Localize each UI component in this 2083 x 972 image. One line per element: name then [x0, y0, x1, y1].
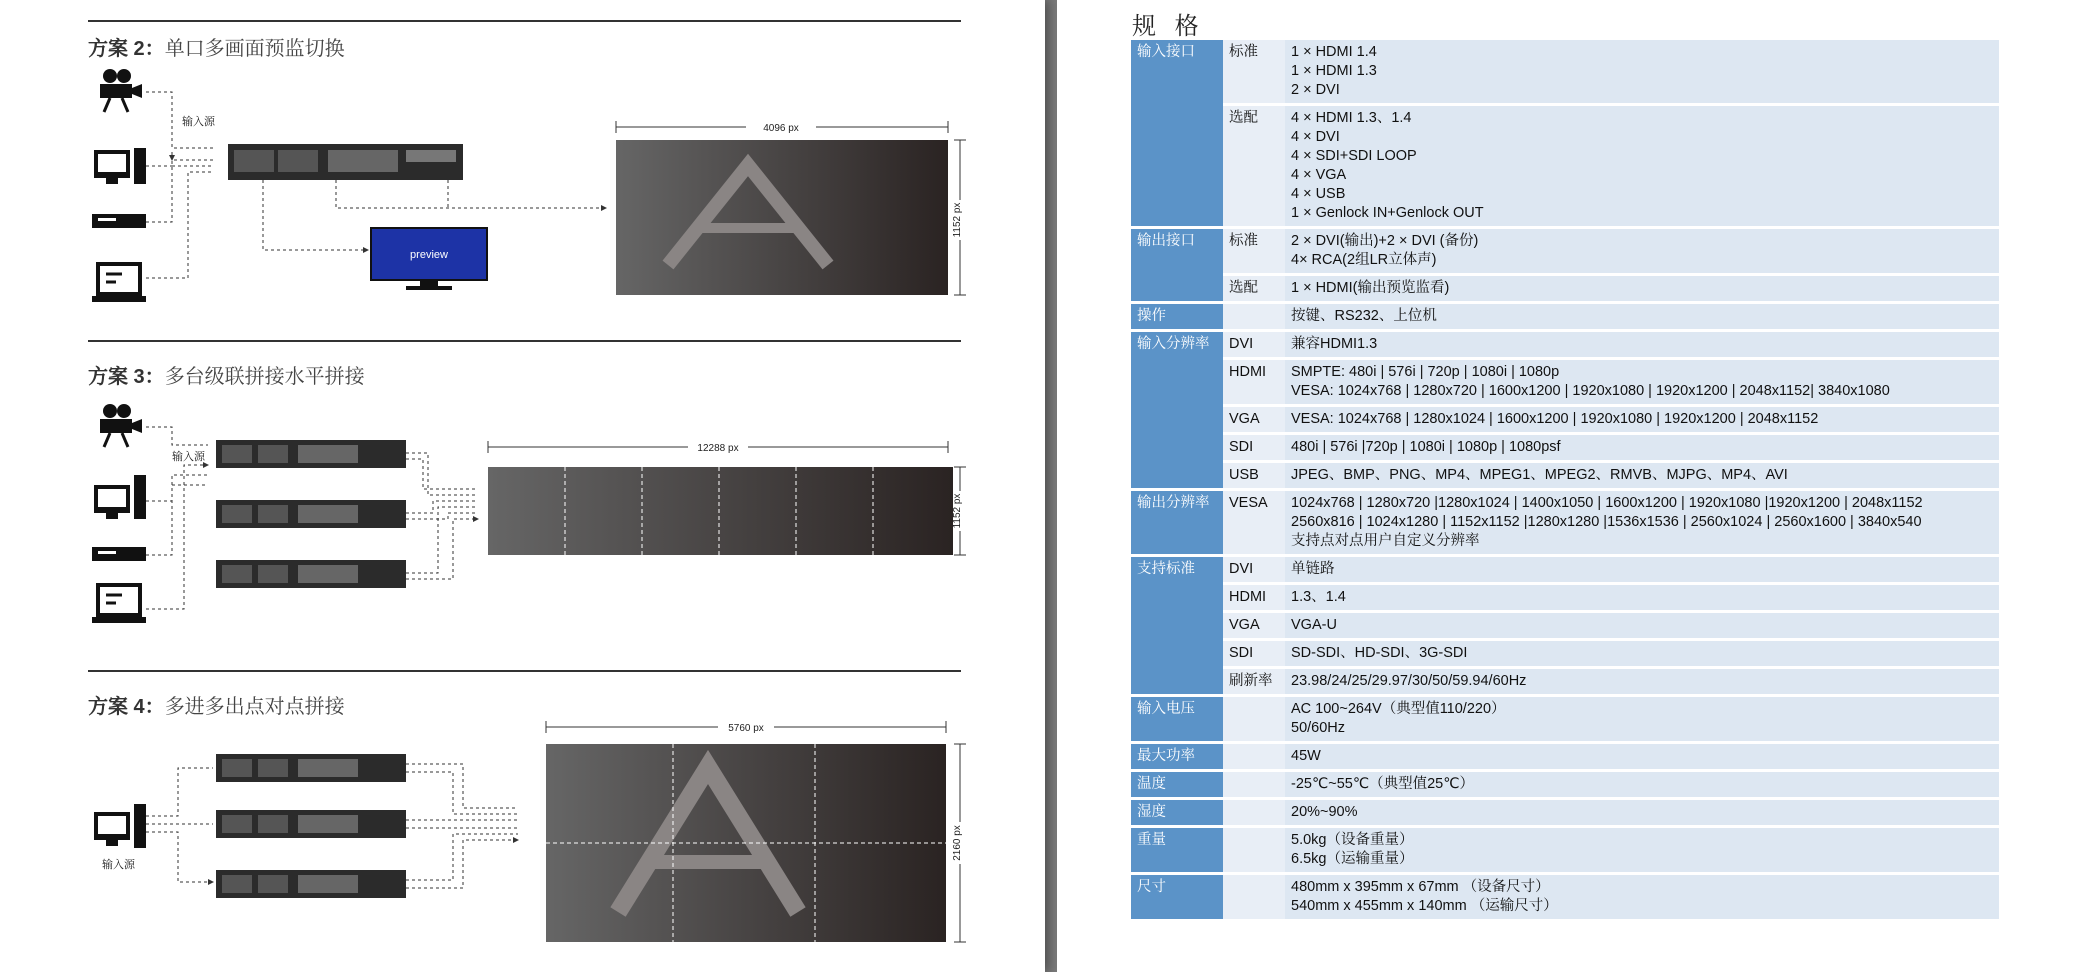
scheme2-title: 方案 2：单口多画面预监切换 [88, 38, 345, 60]
spec-subcategory: VGA [1223, 613, 1285, 638]
spec-value [1285, 40, 1999, 103]
spec-value-line: 4× RCA(2组LR立体声) [1291, 252, 1437, 268]
spec-value-line: VGA-U [1291, 617, 1337, 633]
spec-category: 温度 [1131, 772, 1223, 797]
svg-text:输入源: 输入源 [182, 116, 215, 128]
spec-value-line: 480i | 576i |720p | 1080i | 1080p | 1080psf [1291, 439, 1561, 455]
spec-subcategory: USB [1223, 463, 1285, 488]
svg-text:2160 px: 2160 px [952, 825, 963, 861]
scheme4-diagram [88, 712, 988, 944]
scheme3-diagram [88, 395, 988, 635]
spec-value-line: VESA: 1024x768 | 1280x720 | 1600x1200 | 1920x1080 | 1920x1200 | 2048x1152| 3840x1080 [1291, 383, 1890, 399]
spec-category: 湿度 [1131, 800, 1223, 825]
camera-icon [100, 69, 142, 112]
spec-value [1285, 585, 1999, 610]
spec-row [1131, 229, 1999, 273]
computer-icon [94, 148, 146, 184]
scheme4-title: 方案 4：多进多出点对点拼接 [88, 696, 345, 718]
spec-value-line: 2 × DVI [1291, 82, 1340, 98]
spec-category: 尺寸 [1131, 875, 1223, 919]
spec-value-line: 4 × SDI+SDI LOOP [1291, 148, 1417, 164]
spec-category: 输入电压 [1131, 697, 1223, 741]
spec-row [1131, 613, 1999, 638]
spec-subcategory [1223, 697, 1285, 741]
spec-subcategory: SDI [1223, 641, 1285, 666]
spec-row [1131, 641, 1999, 666]
spec-row [1131, 557, 1999, 582]
spec-subcategory: DVI [1223, 332, 1285, 357]
spec-subcategory: HDMI [1223, 585, 1285, 610]
spec-row [1131, 800, 1999, 825]
spec-category: 操作 [1131, 304, 1223, 329]
spec-value-line: 23.98/24/25/29.97/30/50/59.94/60Hz [1291, 673, 1527, 689]
spec-value-line: 1024x768 | 1280x720 |1280x1024 | 1400x1050 | 1600x1200 | 1920x1080 |1920x1200 | 2048x1152 [1291, 495, 1923, 511]
spec-value [1285, 435, 1999, 460]
divider [88, 20, 961, 22]
spec-table [1131, 37, 1999, 922]
spec-row [1131, 40, 1999, 103]
scheme3-title: 方案 3：多台级联拼接水平拼接 [88, 366, 365, 388]
spec-title: 规 格 [1132, 13, 1205, 40]
spec-value-line: SMPTE: 480i | 576i | 720p | 1080i | 1080p [1291, 364, 1560, 380]
spec-value-line: 4 × HDMI 1.3、1.4 [1291, 110, 1412, 126]
spec-value-line: 5.0kg（设备重量） [1291, 832, 1414, 848]
spec-value-line: 按键、RS232、上位机 [1291, 308, 1437, 324]
svg-text:输入源: 输入源 [172, 451, 205, 463]
spec-value-line: 2560x816 | 1024x1280 | 1152x1152 |1280x1280 |1536x1536 | 2560x1024 | 2560x1600 | 3840x540 [1291, 514, 1922, 530]
spec-value [1285, 463, 1999, 488]
spec-value-line: 20%~90% [1291, 804, 1358, 820]
spec-value [1285, 106, 1999, 226]
spec-value-line: 单链路 [1291, 561, 1335, 577]
spec-row [1131, 697, 1999, 741]
spec-value [1285, 744, 1999, 769]
svg-text:12288 px: 12288 px [697, 443, 739, 454]
player-icon [92, 214, 146, 228]
svg-text:5760 px: 5760 px [728, 723, 764, 734]
spec-row [1131, 360, 1999, 404]
spec-row [1131, 585, 1999, 610]
spec-value [1285, 332, 1999, 357]
spec-value-line: VESA: 1024x768 | 1280x1024 | 1600x1200 | 1920x1080 | 1920x1200 | 2048x1152 [1291, 411, 1819, 427]
spec-value [1285, 800, 1999, 825]
spec-value [1285, 669, 1999, 694]
spec-category: 输入接口 [1131, 40, 1223, 226]
spec-row [1131, 828, 1999, 872]
svg-text:输入源: 输入源 [102, 859, 135, 871]
spec-subcategory: HDMI [1223, 360, 1285, 404]
spec-value-line: -25℃~55℃（典型值25℃） [1291, 776, 1475, 792]
spec-subcategory [1223, 744, 1285, 769]
spec-value-line: 540mm x 455mm x 140mm （运输尺寸） [1291, 898, 1558, 914]
spec-row [1131, 463, 1999, 488]
svg-text:4096 px: 4096 px [763, 123, 799, 134]
spec-value-line: 支持点对点用户自定义分辨率 [1291, 533, 1480, 549]
spec-value-line: 6.5kg（运输重量） [1291, 851, 1414, 867]
spec-subcategory: SDI [1223, 435, 1285, 460]
spec-subcategory: VESA [1223, 491, 1285, 554]
spec-subcategory: 标准 [1223, 229, 1285, 273]
spec-value [1285, 828, 1999, 872]
spec-value-line: JPEG、BMP、PNG、MP4、MPEG1、MPEG2、RMVB、MJPG、MP4、AVI [1291, 467, 1788, 483]
spec-row [1131, 491, 1999, 554]
svg-text:1152 px: 1152 px [952, 493, 963, 529]
spec-value [1285, 229, 1999, 273]
spec-value-line: 4 × USB [1291, 186, 1346, 202]
spec-subcategory: 标准 [1223, 40, 1285, 103]
spec-subcategory: DVI [1223, 557, 1285, 582]
spec-value [1285, 697, 1999, 741]
svg-text:preview: preview [410, 249, 448, 261]
spec-category: 支持标准 [1131, 557, 1223, 694]
spec-category: 重量 [1131, 828, 1223, 872]
spec-value-line: 1 × HDMI 1.3 [1291, 63, 1377, 79]
spec-category: 最大功率 [1131, 744, 1223, 769]
spec-value-line: SD-SDI、HD-SDI、3G-SDI [1291, 645, 1468, 661]
spec-value [1285, 613, 1999, 638]
spec-category: 输入分辨率 [1131, 332, 1223, 488]
spec-subcategory [1223, 875, 1285, 919]
spec-value [1285, 276, 1999, 301]
spec-value [1285, 304, 1999, 329]
spec-value-line: 50/60Hz [1291, 720, 1346, 736]
spec-row [1131, 106, 1999, 226]
spec-row [1131, 669, 1999, 694]
right-page [1057, 0, 2083, 972]
spec-value [1285, 641, 1999, 666]
divider [88, 340, 961, 342]
spec-row [1131, 332, 1999, 357]
laptop-icon [92, 264, 146, 302]
spec-value-line: 1 × Genlock IN+Genlock OUT [1291, 205, 1484, 221]
spec-subcategory: VGA [1223, 407, 1285, 432]
svg-text:1152 px: 1152 px [952, 202, 963, 238]
spec-value-line: 4 × DVI [1291, 129, 1340, 145]
spec-value-line: 1.3、1.4 [1291, 589, 1346, 605]
spec-value [1285, 557, 1999, 582]
spec-value [1285, 772, 1999, 797]
spec-value-line: AC 100~264V（典型值110/220） [1291, 701, 1506, 717]
spec-value [1285, 360, 1999, 404]
spec-value-line: 4 × VGA [1291, 167, 1347, 183]
spec-subcategory: 选配 [1223, 106, 1285, 226]
spec-value-line: 2 × DVI(输出)+2 × DVI (备份) [1291, 233, 1479, 249]
spec-row [1131, 772, 1999, 797]
spec-subcategory: 刷新率 [1223, 669, 1285, 694]
spec-value-line: 480mm x 395mm x 67mm （设备尺寸） [1291, 879, 1550, 895]
spec-row [1131, 435, 1999, 460]
spec-subcategory [1223, 772, 1285, 797]
spec-value [1285, 491, 1999, 554]
divider [88, 670, 961, 672]
spec-subcategory: 选配 [1223, 276, 1285, 301]
spec-row [1131, 304, 1999, 329]
spec-subcategory [1223, 304, 1285, 329]
spec-category: 输出接口 [1131, 229, 1223, 301]
spec-row [1131, 407, 1999, 432]
spec-value [1285, 875, 1999, 919]
scheme2-diagram [88, 60, 988, 305]
spec-value-line: 1 × HDMI(输出预览监看) [1291, 280, 1450, 296]
spec-category: 输出分辨率 [1131, 491, 1223, 554]
spec-value-line: 兼容HDMI1.3 [1291, 336, 1378, 352]
spec-value-line: 1 × HDMI 1.4 [1291, 44, 1377, 60]
spec-subcategory [1223, 800, 1285, 825]
spec-value-line: 45W [1291, 748, 1321, 764]
spec-row [1131, 744, 1999, 769]
spec-subcategory [1223, 828, 1285, 872]
spec-value [1285, 407, 1999, 432]
spec-row [1131, 875, 1999, 919]
spec-row [1131, 276, 1999, 301]
